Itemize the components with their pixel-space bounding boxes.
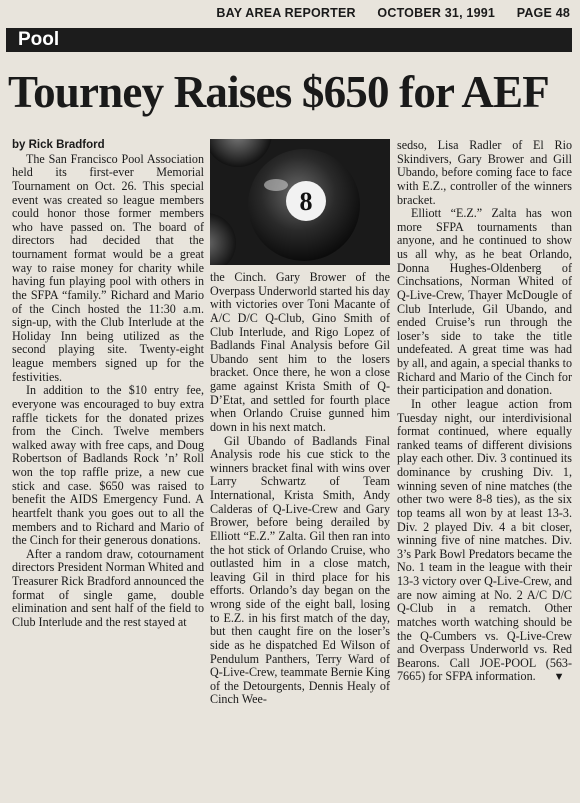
page-header (0, 6, 570, 20)
ball-number: 8 (299, 187, 313, 216)
paragraph: the Cinch. Gary Brower of the Overpass Underworld started his day with victories over Toni Macante of A/C D/C Q-Club, Gino Smith of Club Interlude, and Rigo Lopez of Badlands Final Analysis before Gil Ubando sent him to the losers bracket. Once there, he won a close game against Krista Smith of Q-D’Etat, and settled for fourth place when Orlando Cruise gunned him down in his next match. (210, 270, 390, 434)
byline: by Rick Bradford (12, 139, 105, 151)
headline: Tourney Raises $650 for AEF (8, 67, 549, 117)
paragraph: Gil Ubando of Badlands Final Analysis rode his cue stick to the winners bracket final with wins over Larry Schwartz of Team International, Krista Smith, Andy Calderas of Q-Live-Crew and Gary Brower, before being derailed by Elliott “E.Z.” Zalta. Gil then ran into the hot stick of Orlando Cruise, who outlasted him in a close match, leaving Gil in third place for his efforts. Orlando’s day began on the wrong side of the eight ball, losing to E.Z. in his first match of the day, but then caught fire on the loser’s side as he dispatched Ed Wilson of Pendulum Panthers, Terry Ward of Q-Live-Crew, teammate Bernie King of the Detourgents, Dennis Healy of Cinch Wee- (210, 433, 390, 707)
page-number: PAGE 48 (516, 6, 570, 20)
paragraph: After a random draw, cotournament directors President Norman Whited and Treasurer Rick Bradford announced the format of single game, double elimination and sent half of the field to Club Interlude and the rest stayed at (12, 546, 204, 629)
paragraph (397, 398, 572, 685)
article-column-1 (12, 139, 204, 630)
paragraph: sedso, Lisa Radler of El Rio Skindivers, Gary Brower and Gill Ubando, before coming face to face with E.Z., controller of the winners bracket. (397, 138, 572, 207)
pool-ball-photo-icon (210, 139, 390, 265)
end-of-story-icon: ▼ (553, 671, 565, 684)
pool-ball-photo (210, 139, 390, 265)
paragraph-text: In other league action from Tuesday night, our interdivisional format continued, where equally ranked teams of different divisions play each other. Div. 3 continued its dominance by crushing Div. 1, winning seven of nine matches (the other two were 8-8 ties), as the six top teams all won by at least 13-3. Div. 2 played Div. 4 a bit closer, winning five of nine matches. Div. 3’s Park Bowl Predators became the No. 1 team in the league with their 13-3 victory over Q-Live-Crew, and are now aiming at No. 2 A/C D/C Q-Club in a rematch. Other matches worth watching should be the Q-Cumbers vs. Q-Live-Crew and Overpass Underworld vs. Red Bearons. Call JOE-POOL (563-7665) for SFPA information. (397, 396, 572, 684)
article-column-2 (210, 271, 390, 707)
paragraph: Elliott “E.Z.” Zalta has won more SFPA tournaments than anyone, and he continued to show us all why, as he beat Orlando, Donna Hughes-Oldenberg of Cinchsations, Norman Whited of Q-Live-Crew, Thayer McDougle of Club Interlude, Gil Ubando, and ended Cruise’s run through the loser’s side to take the title undefeated. A great time was had by all, and again, a special thanks to Richard and Mario of the Cinch for their participation and donation. (397, 206, 572, 398)
article-column-3 (397, 139, 572, 685)
publication-name: BAY AREA REPORTER (216, 6, 356, 20)
section-banner: Pool (6, 28, 572, 52)
paragraph: In addition to the $10 entry fee, everyone was encouraged to buy extra raffle tickets for the donated prizes from the Cinch. Twelve members walked away with free caps, and Doug Robertson of Badlands Rock ’n’ Roll won the top raffle prize, a new cue stick and case. $650 was raised to benefit the AIDS Emergency Fund. A heartfelt thank you goes out to all the members and to Richard and Mario of the Cinch for their generous donations. (12, 383, 204, 548)
issue-date: OCTOBER 31, 1991 (377, 6, 496, 20)
paragraph: The San Francisco Pool Association held its first-ever Memorial Tournament on Oct. 26. This special event was created so league members could honor those former members who have passed on. The board of directors had decided that the tournament format would be a great way to raise money for charity while having fun playing pool with others in the SFPA “family.” Richard and Mario of the Cinch hosted the 11:30 a.m. sign-up, with the Club Interlude at the Holiday Inn being utilized as the second playing site. Twenty-eight league members signed up for the festivities. (12, 151, 204, 384)
